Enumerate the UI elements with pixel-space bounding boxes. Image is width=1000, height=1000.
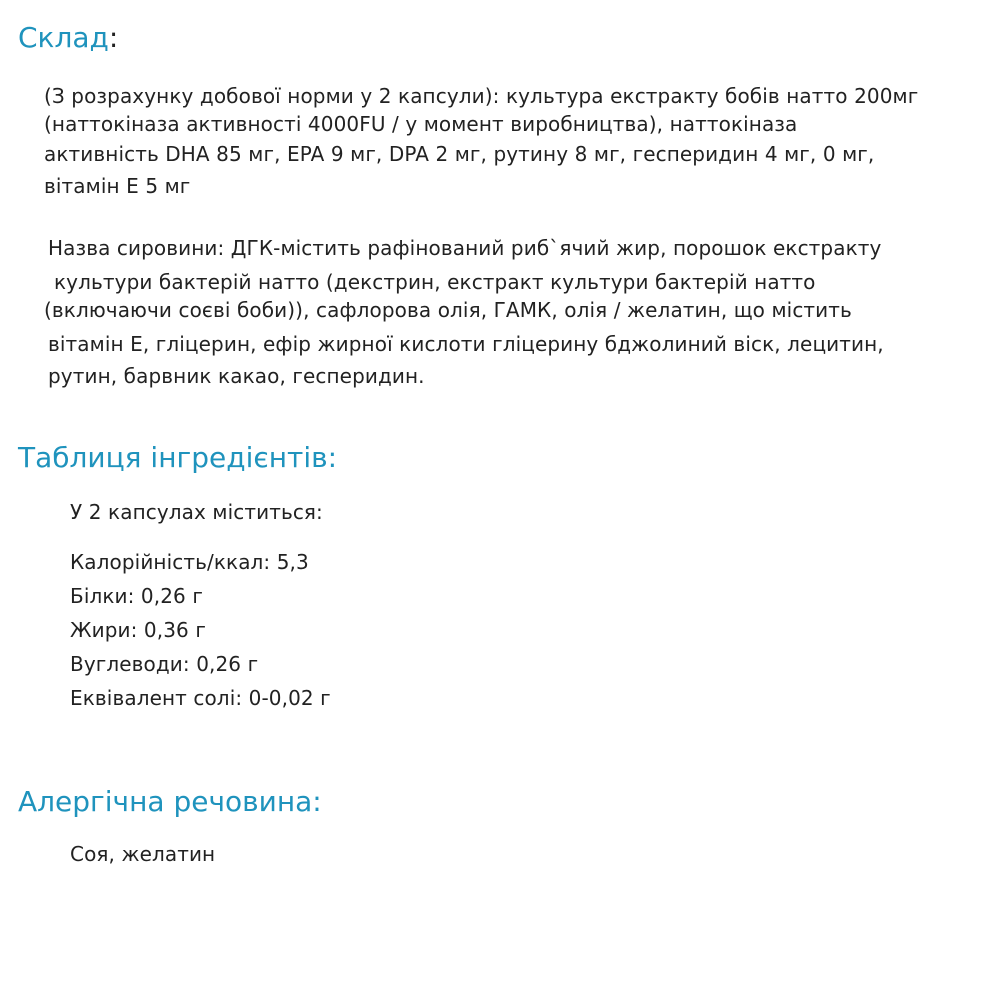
nutrition-row: Жири: 0,36 г	[70, 618, 206, 642]
allergens-text: Соя, желатин	[70, 842, 216, 866]
nutrition-row: Білки: 0,26 г	[70, 584, 203, 608]
allergens-heading	[18, 786, 322, 818]
ingredients-heading	[18, 442, 337, 474]
ingredients-intro: У 2 капсулах міститься:	[70, 500, 323, 524]
nutrition-row: Еквівалент солі: 0-0,02 г	[70, 686, 331, 710]
composition-title: Склад	[18, 21, 109, 54]
nutrition-row: Калорійність/ккал: 5,3	[70, 550, 309, 574]
ingredients-title: Таблиця інгредієнтів:	[18, 441, 338, 474]
composition-line: вітамін Е 5 мг	[44, 174, 191, 198]
raw-materials-line: вітамін Е, гліцерин, ефір жирної кислоти гліцерину бджолиний віск, лецитин,	[48, 332, 884, 356]
raw-materials-line: Назва сировини: ДГК-містить рафінований риб`ячий жир, порошок екстракту	[48, 236, 882, 260]
composition-colon: :	[108, 21, 119, 54]
composition-line: активність DHA 85 мг, EPA 9 мг, DPA 2 мг, рутину 8 мг, гесперидин 4 мг, 0 мг,	[44, 142, 875, 166]
raw-materials-line: (включаючи соєві боби)), сафлорова олія, ГАМК, олія / желатин, що містить	[44, 298, 852, 322]
composition-line: (З розрахунку добової норми у 2 капсули): культура екстракту бобів натто 200мг	[44, 84, 919, 108]
raw-materials-line: рутин, барвник какао, гесперидин.	[48, 364, 425, 388]
nutrition-row: Вуглеводи: 0,26 г	[70, 652, 259, 676]
raw-materials-line: культури бактерій натто (декстрин, екстракт культури бактерій натто	[54, 270, 816, 294]
composition-line: (наттокіназа активності 4000FU / у момент виробництва), наттокіназа	[44, 112, 798, 136]
allergens-title: Алергічна речовина:	[18, 785, 322, 818]
composition-heading	[18, 22, 118, 54]
